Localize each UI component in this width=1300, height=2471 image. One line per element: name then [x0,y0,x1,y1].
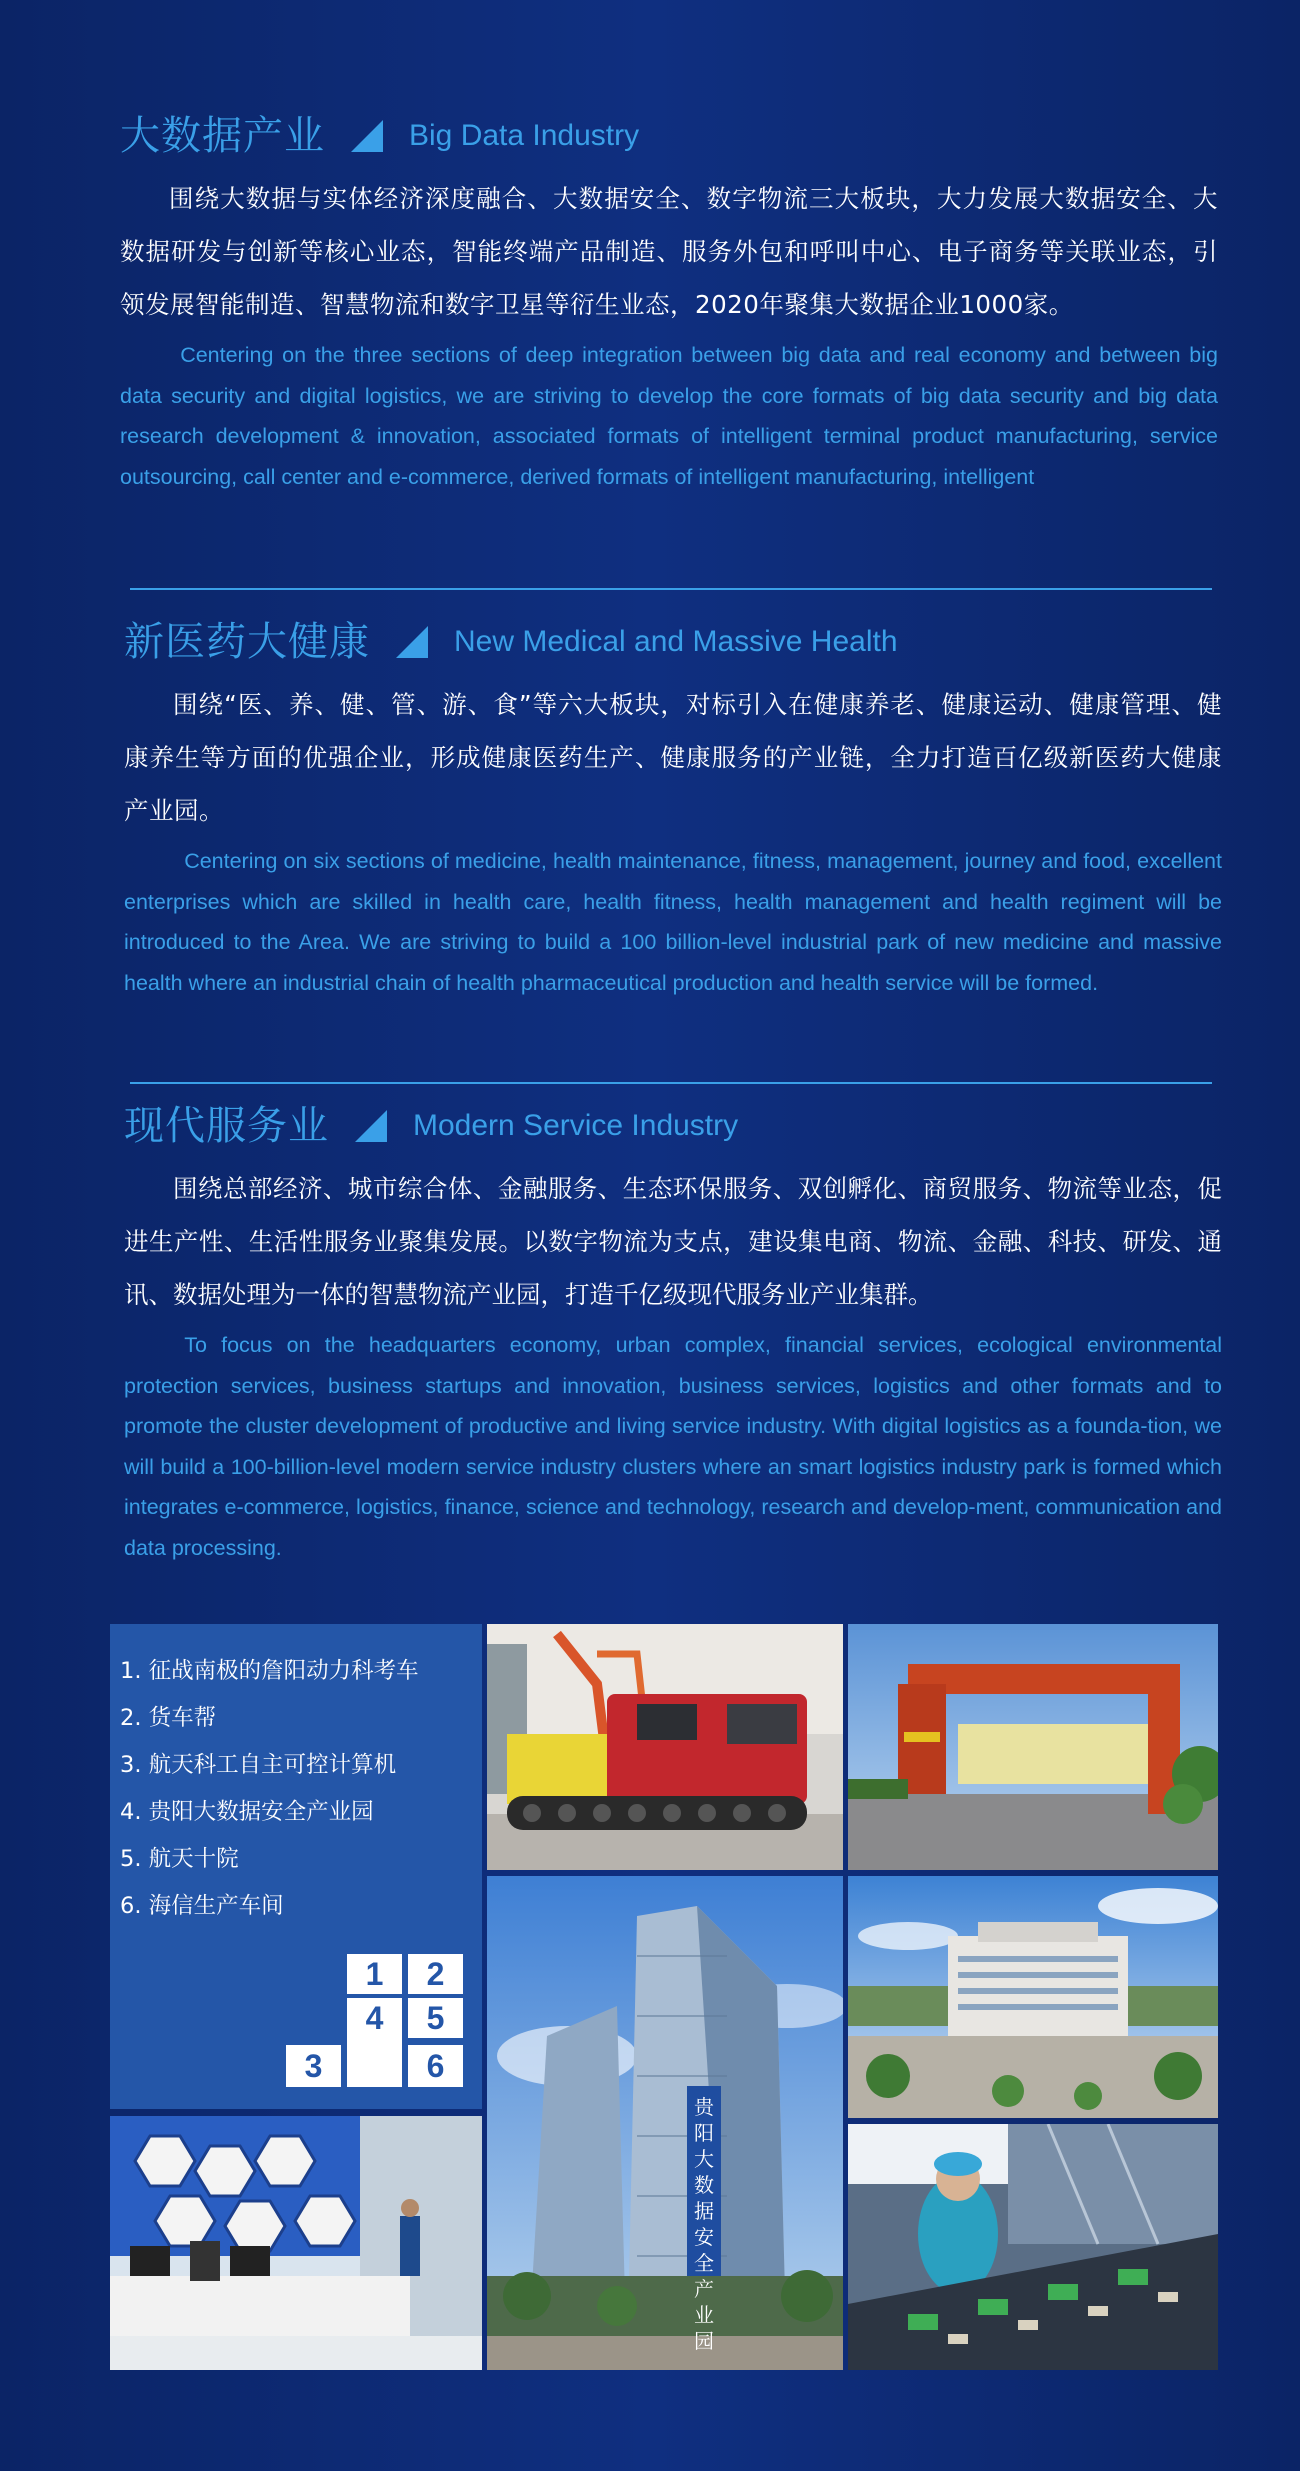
section-body-zh: 围绕大数据与实体经济深度融合、大数据安全、数字物流三大板块，大力发展大数据安全、大数据研发与创新等核心业态，智能终端产品制造、服务外包和呼叫中心、电子商务等关联业态，引领发展智能制造、智慧物流和数字卫星等衍生业态，2020年聚集大数据企业1000家。 [120,184,1218,319]
legend-item: 3. 航天科工自主可控计算机 [120,1752,397,1778]
legend-item: 4. 贵阳大数据安全产业园 [120,1799,374,1825]
triangle-icon [355,1110,387,1142]
key-cell: 6 [408,2045,463,2087]
section-body-en: Centering on the three sections of deep integration between big data and real economy and between big data security and digital logistics, we are striving to develop the core formats of big data security and big data research development & innovation, associated formats of intelligent terminal product manufacturing, service outsourcing, call center and e-commerce, derived formats of intelligent manufacturing, intelligent [120,343,1218,489]
key-cell: 2 [408,1954,463,1994]
photo-computer-lab [110,2116,482,2370]
section-heading [124,1102,1222,1150]
key-cell: 4 [347,1998,402,2087]
photo-hisense-workshop [848,2124,1218,2370]
section-divider [130,1082,1212,1084]
legend-item: 6. 海信生产车间 [120,1893,284,1919]
photo-huochebang-gate [848,1624,1218,1870]
legend-item: 5. 航天十院 [120,1846,239,1872]
photo-aerospace-institute [848,1876,1218,2118]
legend-item: 1. 征战南极的詹阳动力科考车 [120,1658,419,1684]
photo-key-grid [286,1954,463,2087]
section-title-en: Big Data Industry [409,119,640,152]
section-title-zh: 现代服务业 [124,1103,329,1149]
key-cell: 3 [286,2045,341,2087]
triangle-icon [396,626,428,658]
section-body-zh: 围绕总部经济、城市综合体、金融服务、生态环保服务、双创孵化、商贸服务、物流等业态，促进生产性、生活性服务业聚集发展。以数字物流为支点，建设集电商、物流、金融、科技、研发、通讯、数据处理为一体的智慧物流产业园，打造千亿级现代服务业产业集群。 [124,1174,1222,1309]
photo-legend [110,1624,482,2109]
key-cell: 1 [347,1954,402,1994]
section-modern-service [124,1102,1222,1568]
key-cell: 5 [408,1998,463,2038]
section-title-zh: 大数据产业 [120,113,325,159]
photo-antarctic-vehicle [487,1624,843,1870]
section-heading [124,618,1222,666]
section-body-en: To focus on the headquarters economy, urban complex, financial services, ecological environmental protection services, business startups and innovation, business services, logistics and other formats and to promote the cluster development of productive and living service industry. With digital logistics as a founda-tion, we will build a 100-billion-level modern service industry clusters where an smart logistics industry park is formed which integrates e-commerce, logistics, finance, science and technology, research and develop-ment, communication and data processing. [124,1333,1222,1560]
tower-sign-text: 贵阳大数据安全产业园 [694,2095,714,2353]
section-divider [130,588,1212,590]
section-title-en: Modern Service Industry [413,1109,739,1142]
section-heading [120,112,1218,160]
section-big-data [120,112,1218,497]
triangle-icon [351,120,383,152]
photo-big-data-tower [487,1876,843,2370]
section-body-en: Centering on six sections of medicine, health maintenance, fitness, management, journey and food, excellent enterprises which are skilled in health care, health fitness, health management and health regiment will be introduced to the Area. We are striving to build a 100 billion-level industrial park of new medicine and massive health where an industrial chain of health pharmaceutical production and health service will be formed. [124,849,1222,995]
section-medical-health [124,618,1222,1003]
legend-item: 2. 货车帮 [120,1705,217,1731]
section-body-zh: 围绕“医、养、健、管、游、食”等六大板块，对标引入在健康养老、健康运动、健康管理、健康养生等方面的优强企业，形成健康医药生产、健康服务的产业链，全力打造百亿级新医药大健康产业园。 [124,690,1222,825]
section-title-zh: 新医药大健康 [124,619,370,665]
section-title-en: New Medical and Massive Health [454,625,898,658]
